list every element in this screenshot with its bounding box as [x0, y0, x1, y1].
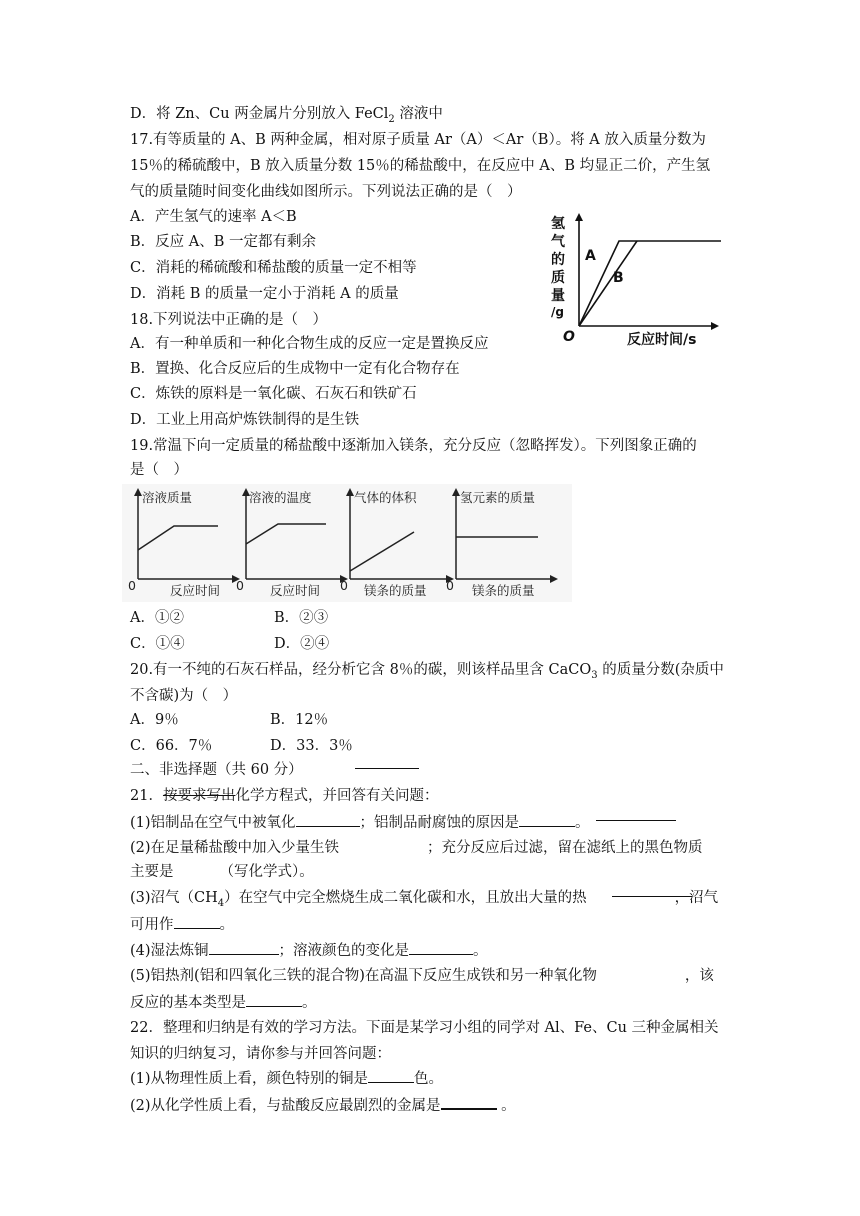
y-axis-char: /g	[551, 305, 564, 319]
q18-option-a: A．有一种单质和一种化合物生成的反应一定是置换反应	[130, 336, 489, 352]
q22-stem-line1: 22．整理和归纳是有效的学习方法。下面是某学习小组的同学对 Al、Fe、Cu 三种金属相关	[130, 1020, 719, 1036]
panel2-xlabel: 反应时间	[270, 583, 321, 598]
panel4-ylabel: 氢元素的质量	[460, 490, 536, 505]
q20-stem-line1: 20.有一不纯的石灰石样品，经分析它含 8％的碳，则该样品里含 CaCO$_3$ 的质量分数(杂质中	[130, 662, 724, 681]
q18-option-c: C．炼铁的原料是一氧化碳、石灰石和铁矿石	[130, 386, 417, 402]
q22-stem-line2: 知识的归纳复习，请你参与并回答问题：	[130, 1046, 391, 1062]
q19-option-b: B．②③	[274, 610, 329, 626]
q18-option-d: D．工业上用高炉炼铁制得的是生铁	[130, 412, 360, 428]
q21-part2-line2: 主要是 （写化学式）。	[130, 864, 314, 880]
panel3-xlabel: 镁条的质量	[364, 583, 427, 598]
q19-stem-line2: 是（ ）	[130, 462, 188, 478]
origin-label: O	[563, 329, 575, 345]
q17-stem-line1: 17.有等质量的 A、B 两种金属，相对原子质量 Ar（A）＜Ar（B）。将 A 放入质量分数为	[130, 132, 706, 148]
hydrogen-mass-graph	[545, 210, 735, 358]
panel1-xlabel: 反应时间	[170, 583, 221, 598]
q20-option-d: D．33．3％	[270, 738, 353, 754]
q20-option-c: C．66．7％	[130, 738, 213, 754]
stray-line	[355, 768, 419, 769]
panel1-ylabel: 溶液质量	[142, 490, 193, 505]
q17-stem-line3: 气的质量随时间变化曲线如图所示。下列说法正确的是（ ）	[130, 184, 522, 200]
q21-part3-line1: (3)沼气$(CH_4)$在空气中完全燃烧生成二氧化碳和水，且放出大量的热 ，沼气	[130, 890, 719, 909]
x-axis-label: 反应时间/s	[627, 332, 697, 348]
panel2-origin: 0	[236, 578, 244, 593]
panel4-xlabel: 镁条的质量	[472, 583, 535, 598]
panel3-ylabel: 气体的体积	[354, 490, 417, 505]
q21-part4: (4)湿法炼铜 ；溶液颜色的变化是 。	[130, 940, 488, 961]
y-axis-char: 氢	[551, 216, 565, 232]
y-axis-char: 的	[551, 252, 565, 268]
q22-part1: (1)从物理性质上看，颜色特别的铜是 色。	[130, 1068, 443, 1089]
y-axis-char: 量	[551, 288, 565, 304]
q21-stem: 21．按要求写出化学方程式，并回答有关问题：	[130, 788, 439, 804]
q19-stem-line1: 19.常温下向一定质量的稀盐酸中逐渐加入镁条，充分反应（忽略挥发）。下列图象正确的	[130, 438, 697, 454]
panel3-origin: 0	[340, 578, 348, 593]
stray-line	[596, 820, 676, 821]
q21-part3-line2: 可用作 。	[130, 914, 234, 935]
curve-a-label: A	[585, 248, 596, 264]
stray-line	[612, 896, 692, 897]
q16-option-d: D．将 Zn、Cu 两金属片分别放入 FeCl$_2$ 溶液中	[130, 106, 443, 125]
q17-option-d: D．消耗 B 的质量一定小于消耗 A 的质量	[130, 286, 399, 302]
q19-option-d: D．②④	[274, 636, 330, 652]
panel2-ylabel: 溶液的温度	[249, 490, 312, 505]
q20-option-a: A．9％	[130, 712, 179, 728]
y-axis-char: 气	[551, 234, 565, 250]
four-graphs	[122, 484, 572, 602]
section-heading: 二、非选择题（共 60 分）	[130, 762, 303, 778]
q17-option-b: B．反应 A、B 一定都有剩余	[130, 234, 316, 250]
curve-b-label: B	[613, 270, 624, 286]
q18-option-b: B．置换、化合反应后的生成物中一定有化合物存在	[130, 361, 460, 377]
panel1-origin: 0	[128, 578, 136, 593]
q21-part5-line1: (5)铝热剂(铝和四氧化三铁的混合物)在高温下反应生成铁和另一种氧化物 ，该	[130, 968, 714, 984]
q20-stem-line2: 不含碳)为（ ）	[130, 688, 238, 704]
q21-part2-line1: (2)在足量稀盐酸中加入少量生铁 ；充分反应后过滤，留在滤纸上的黑色物质	[130, 840, 703, 856]
q21-part1: (1)铝制品在空气中被氧化 ；铝制品耐腐蚀的原因是 。	[130, 812, 590, 833]
q21-part5-line2: 反应的基本类型是 。	[130, 992, 317, 1013]
q17-option-c: C．消耗的稀硫酸和稀盐酸的质量一定不相等	[130, 260, 417, 276]
curve-a	[579, 241, 721, 326]
panel4-origin: 0	[446, 578, 454, 593]
q17-option-a: A．产生氢气的速率 A＜B	[130, 209, 297, 225]
q17-stem-line2: 15％的稀硫酸中，B 放入质量分数 15％的稀盐酸中，在反应中 A、B 均显正二价，产生氢	[130, 158, 711, 174]
y-axis-char: 质	[551, 270, 565, 286]
q18-stem: 18.下列说法中正确的是（ ）	[130, 312, 328, 328]
q20-option-b: B．12％	[270, 712, 329, 728]
q19-option-c: C．①④	[130, 636, 185, 652]
q19-option-a: A．①②	[130, 610, 184, 626]
q22-part2: (2)从化学性质上看，与盐酸反应最剧烈的金属是 。	[130, 1094, 516, 1116]
